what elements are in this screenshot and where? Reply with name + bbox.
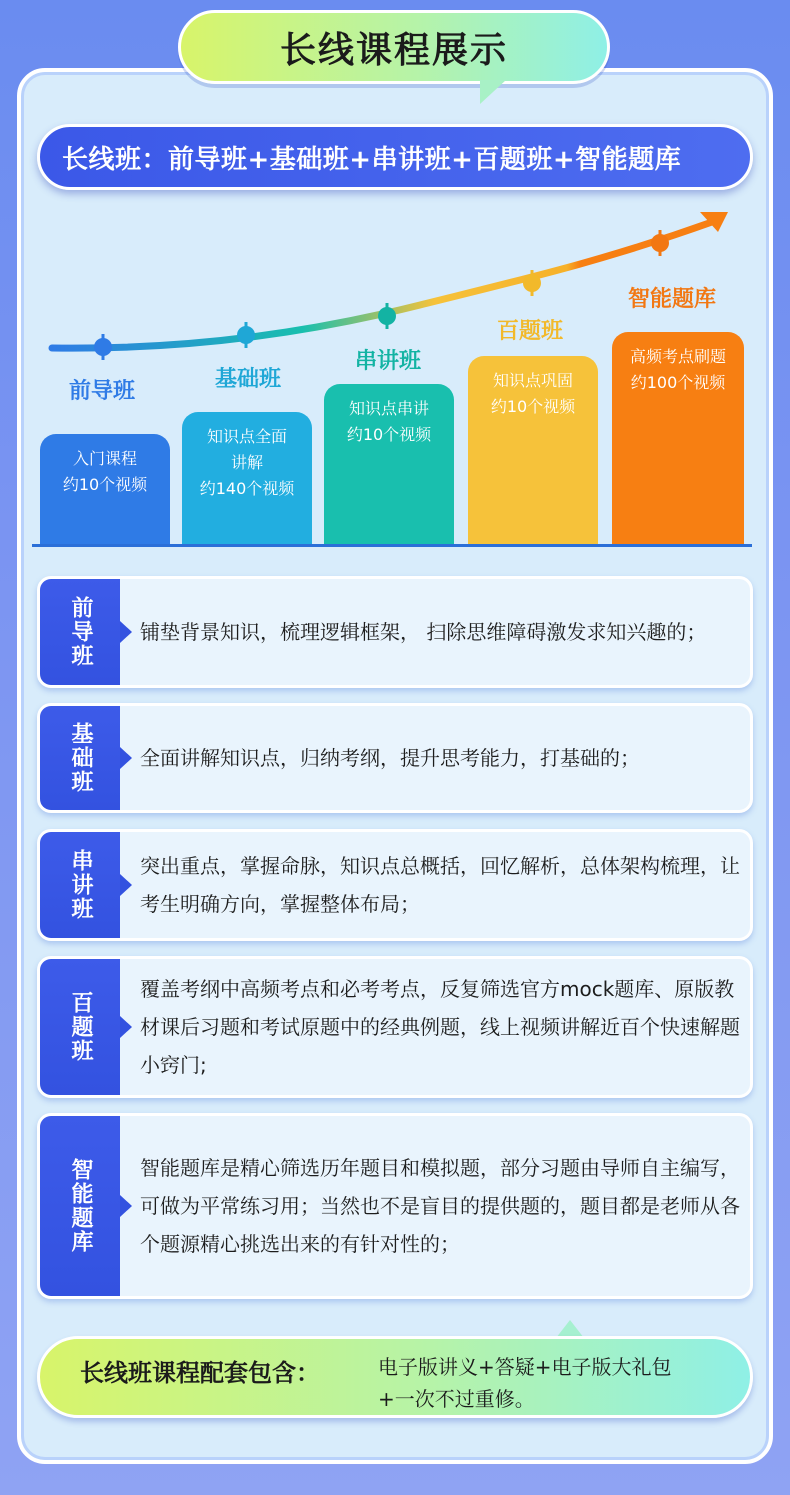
chart-baseline bbox=[32, 544, 752, 547]
step-desc: 入门课程 bbox=[72, 449, 137, 468]
card-tag: 百题班 bbox=[40, 959, 120, 1095]
step-desc: 约10个视频 bbox=[490, 397, 576, 416]
course-card-chuanjiang bbox=[37, 829, 753, 941]
card-tag: 串讲班 bbox=[40, 832, 120, 938]
step-label-jichu: 基础班 bbox=[214, 367, 281, 392]
step-label-chuanjiang: 串讲班 bbox=[354, 349, 421, 374]
card-notch bbox=[120, 1016, 132, 1038]
card-text: 智能题库是精心筛选历年题目和模拟题，部分习题由导师自主编写，可做为平常练习用；当然也不是盲目的提供题的，题目都是老师从各个题源精心挑选出来的有针对性的； bbox=[140, 1156, 740, 1256]
page-title-banner bbox=[178, 10, 610, 84]
step-desc: 约140个视频 bbox=[199, 479, 295, 498]
step-desc: 约100个视频 bbox=[630, 373, 726, 392]
step-desc: 讲解 bbox=[230, 453, 263, 472]
course-card-tiku bbox=[37, 1113, 753, 1299]
package-line-1: 电子版讲义+答疑+电子版大礼包 bbox=[378, 1355, 672, 1379]
step-desc: 知识点巩固 bbox=[492, 371, 573, 390]
card-tag: 智能题库 bbox=[40, 1116, 120, 1296]
page-title: 长线课程展示 bbox=[279, 29, 508, 71]
step-desc: 约10个视频 bbox=[346, 425, 432, 444]
course-card-jichu bbox=[37, 703, 753, 813]
card-text: 突出重点，掌握命脉，知识点总概括，回忆解析，总体架构梳理，让考生明确方向，掌握整体布局； bbox=[140, 854, 740, 916]
step-desc: 高频考点刷题 bbox=[629, 347, 726, 366]
card-text: 铺垫背景知识，梳理逻辑框架， 扫除思维障碍激发求知兴趣的； bbox=[140, 620, 707, 644]
step-bar-chuanjiang bbox=[324, 384, 454, 544]
step-label-baiti: 百题班 bbox=[496, 319, 563, 344]
package-lead: 长线班课程配套包含： bbox=[80, 1359, 320, 1387]
step-desc: 知识点串讲 bbox=[348, 399, 429, 418]
title-pointer bbox=[480, 80, 506, 104]
card-notch bbox=[120, 874, 132, 896]
step-bar-baiti bbox=[468, 356, 598, 544]
package-banner bbox=[37, 1336, 753, 1418]
card-text: 覆盖考纲中高频考点和必考考点，反复筛选官方mock题库、原版教材课后习题和考试原题中的经典例题，线上视频讲解近百个快速解题小窍门; bbox=[140, 977, 740, 1077]
step-desc: 知识点全面 bbox=[206, 427, 287, 446]
step-desc: 约10个视频 bbox=[62, 475, 148, 494]
card-notch bbox=[120, 1195, 132, 1217]
step-bar-jichu bbox=[182, 412, 312, 544]
step-label-tiku: 智能题库 bbox=[627, 287, 716, 312]
card-notch bbox=[120, 621, 132, 643]
step-bar-qiandao bbox=[40, 434, 170, 544]
step-bar-tiku bbox=[612, 332, 744, 544]
course-card-baiti bbox=[37, 956, 753, 1098]
card-tag: 前导班 bbox=[40, 579, 120, 685]
card-tag: 基础班 bbox=[40, 706, 120, 810]
package-line-2: +一次不过重修。 bbox=[378, 1387, 535, 1411]
course-card-qiandao bbox=[37, 576, 753, 688]
card-notch bbox=[120, 747, 132, 769]
course-summary: 长线班：前导班+基础班+串讲班+百题班+智能题库 bbox=[62, 144, 682, 175]
card-text: 全面讲解知识点，归纳考纲，提升思考能力，打基础的； bbox=[140, 746, 640, 770]
step-label-qiandao: 前导班 bbox=[68, 379, 135, 404]
